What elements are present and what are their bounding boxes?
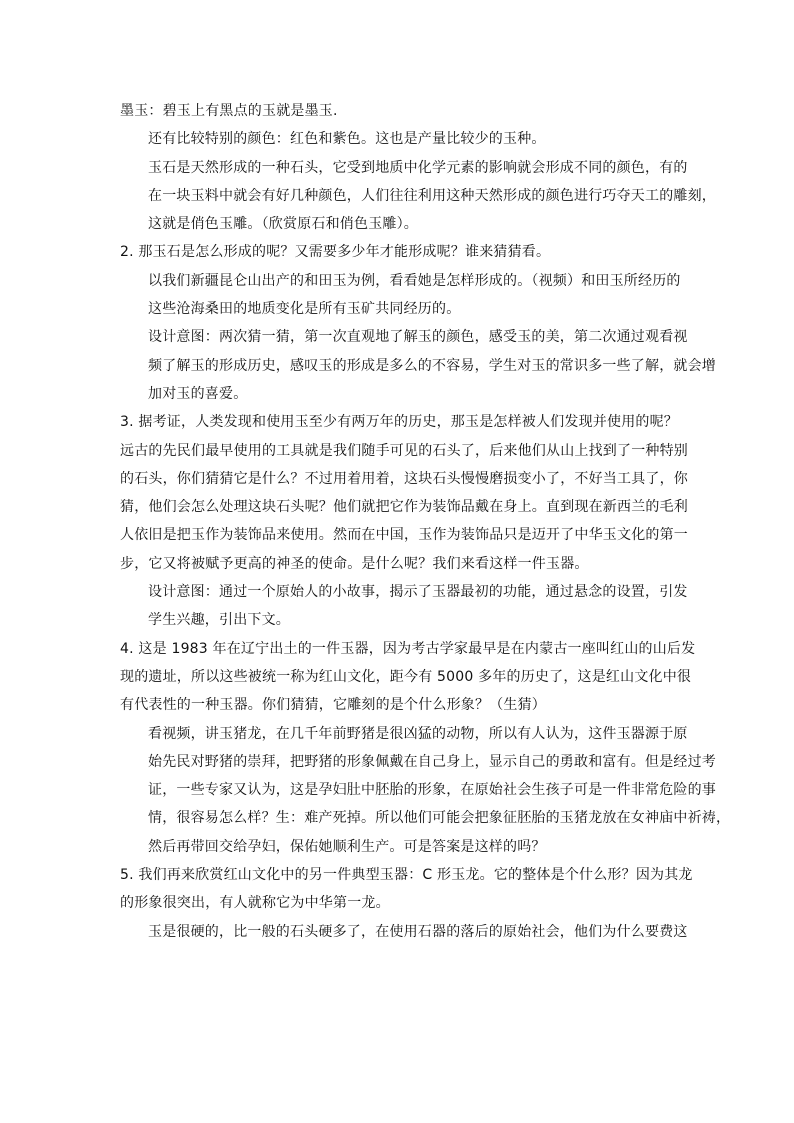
text-line: 玉石是天然形成的一种石头，它受到地质中化学元素的影响就会形成不同的颜色，有的	[148, 159, 688, 176]
text-line: 始先民对野猪的崇拜，把野猪的形象佩戴在自己身上，显示自己的勇敢和富有。但是经过考	[148, 753, 716, 770]
text-line: 以我们新疆昆仑山出产的和田玉为例，看看她是怎样形成的。（视频）和田玉所经历的	[148, 272, 681, 289]
text-line: 设计意图：通过一个原始人的小故事，揭示了玉器最初的功能，通过悬念的设置，引发	[148, 584, 688, 601]
paragraph-question-4	[120, 635, 696, 720]
text-line: 然后再带回交给孕妇，保佑她顺利生产。可是答案是这样的吗？	[148, 838, 546, 855]
text-line: 现的遗址，所以这些被统一称为红山文化，距今有 5000 多年的历史了，这是红山文化中很	[120, 668, 692, 685]
text-line: 玉是很硬的，比一般的石头硬多了，在使用石器的落后的原始社会，他们为什么要费这	[148, 923, 688, 940]
text-line: 人依旧是把玉作为装饰品来使用。然而在中国，玉作为装饰品只是迈开了中华玉文化的第一	[120, 527, 688, 544]
text-line: 3. 据考证，人类发现和使用玉至少有两万年的历史，那玉是怎样被人们发现并使用的呢？	[120, 414, 679, 431]
paragraph-question-5	[120, 861, 693, 918]
text-line: 还有比较特别的颜色：红色和紫色。这也是产量比较少的玉种。	[148, 131, 546, 148]
text-line: 情，很容易怎么样？生：难产死掉。所以他们可能会把象征胚胎的玉猪龙放在女神庙中祈祷，	[148, 810, 731, 827]
text-line: 的形象很突出，有人就称它为中华第一龙。	[120, 895, 390, 912]
text-line: 这就是俏色玉雕。（欣赏原石和俏色玉雕）。	[148, 216, 418, 233]
text-line: 证，一些专家又认为，这是孕妇肚中胚胎的形象，在原始社会生孩子可是一件非常危险的事	[148, 782, 716, 799]
paragraph-hetian-jade	[120, 267, 681, 324]
document-page	[120, 97, 731, 946]
text-line: 频了解玉的形成历史，感叹玉的形成是多么的不容易，学生对玉的常识多一些了解，就会增	[148, 357, 716, 374]
paragraph-jade-colors	[120, 154, 716, 239]
text-line: 步，它又将被赋予更高的神圣的使命。是什么呢？我们来看这样一件玉器。	[120, 555, 589, 572]
text-line: 猜，他们会怎么处理这块石头呢？他们就把它作为装饰品戴在身上。直到现在新西兰的毛利	[120, 499, 688, 516]
text-line: 的石头，你们猜猜它是什么？不过用着用着，这块石头慢慢磨损变小了，不好当工具了，你	[120, 470, 688, 487]
text-line: 有代表性的一种玉器。你们猜猜，它雕刻的是个什么形象？（生猜）	[120, 697, 546, 714]
text-line: 4. 这是 1983 年在辽宁出土的一件玉器，因为考古学家最早是在内蒙古一座叫红山的山后发	[120, 640, 696, 657]
text-line: 2. 那玉石是怎么形成的呢？又需要多少年才能形成呢？谁来猜猜看。	[120, 244, 551, 261]
paragraph-design-intent-2	[120, 578, 688, 635]
paragraph-moyu	[120, 97, 675, 125]
paragraph-jade-pig-dragon	[120, 720, 731, 861]
paragraph-special-colors	[120, 125, 675, 153]
text-line: 这些沧海桑田的地质变化是所有玉矿共同经历的。	[148, 301, 461, 318]
paragraph-question-2	[120, 238, 675, 266]
text-line: 学生兴趣，引出下文。	[148, 612, 290, 629]
paragraph-question-3	[120, 408, 688, 578]
text-line: 5. 我们再来欣赏红山文化中的另一件典型玉器：C 形玉龙。它的整体是个什么形？因为其龙	[120, 867, 693, 884]
text-line: 加对玉的喜爱。	[148, 385, 248, 402]
text-line: 墨玉：碧玉上有黑点的玉就是墨玉.	[120, 103, 338, 119]
text-line: 远古的先民们最早使用的工具就是我们随手可见的石头了，后来他们从山上找到了一种特别	[120, 442, 688, 459]
text-line: 在一块玉料中就会有好几种颜色，人们往往利用这种天然形成的颜色进行巧夺天工的雕刻，	[148, 187, 716, 204]
text-line: 设计意图：两次猜一猜，第一次直观地了解玉的颜色，感受玉的美，第二次通过观看视	[148, 329, 688, 346]
paragraph-jade-hardness	[120, 918, 688, 946]
text-line: 看视频，讲玉猪龙，在几千年前野猪是很凶猛的动物，所以有人认为，这件玉器源于原	[148, 725, 688, 742]
paragraph-design-intent-1	[120, 323, 716, 408]
